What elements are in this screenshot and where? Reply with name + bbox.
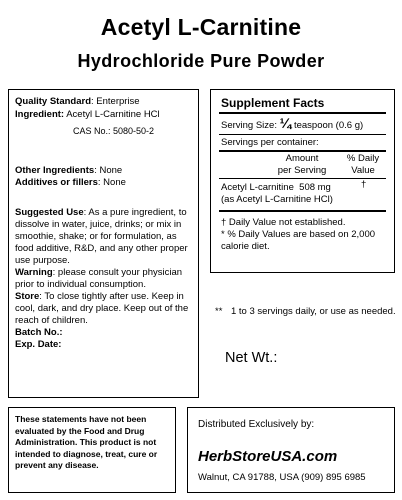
facts-divider-top [219, 112, 386, 114]
col-amount-header [271, 153, 333, 177]
serving-size-fraction: ¼ [279, 115, 292, 131]
quality-standard-value: : Enterprise [91, 96, 140, 107]
servings-note-marker: ** [215, 306, 223, 317]
product-info-panel [8, 89, 199, 398]
ingredient-line [15, 109, 160, 121]
row-amount: 508 mg [299, 182, 331, 193]
quality-standard-label: Quality Standard [15, 96, 92, 107]
product-subtitle: Hydrochloride Pure Powder [77, 51, 325, 71]
note-calorie-diet: * % Daily Values are based on 2,000 calorie diet. [221, 229, 376, 252]
additives-line [15, 177, 126, 189]
ingredient-label: Ingredient: [15, 109, 65, 120]
row-sub: (as Acetyl L-Carnitine HCl) [221, 194, 333, 205]
cas-number: CAS No.: 5080-50-2 [73, 126, 155, 136]
suggested-use-label: Suggested Use [15, 207, 84, 218]
other-ingredients-value: : None [94, 165, 123, 176]
net-weight-label: Net Wt.: [225, 350, 278, 366]
other-ingredients-label: Other Ingredients [15, 165, 95, 176]
supplement-facts-title: Supplement Facts [221, 96, 325, 110]
additives-label: Additives or fillers [15, 177, 98, 188]
product-title: Acetyl L-Carnitine [100, 14, 302, 40]
suggested-use-text: : As a pure ingredient, to dissolve in water, juice, drinks; or mix in smoothie, shake; or for formulation, as food additive, R&D, and any other proper use purpose. [15, 207, 188, 266]
supplement-facts-panel [210, 89, 395, 273]
distributor-box [187, 407, 395, 493]
note-daily-value: † Daily Value not established. [221, 217, 346, 228]
website-link[interactable]: HerbStoreUSA.com [198, 448, 338, 465]
facts-divider-5 [219, 210, 386, 212]
row-dagger: † [361, 179, 367, 190]
fda-disclaimer-text: These statements have not been evaluated by the Food and Drug Administration. This product is not intended to diagnose, treat, cure or prevent any disease. [15, 414, 158, 471]
col-dv-line1: % Daily [346, 153, 380, 164]
serving-size-value: teaspoon (0.6 g) [293, 120, 364, 131]
facts-divider-2 [219, 134, 386, 135]
col-amount-line1: Amount [285, 153, 319, 164]
quality-standard-line [15, 96, 140, 108]
col-dv-line2: Value [351, 165, 375, 176]
fda-disclaimer-box [8, 407, 176, 493]
servings-per-container: Servings per container: [221, 137, 319, 148]
facts-row-acetyl [221, 182, 331, 194]
additives-value: : None [97, 177, 126, 188]
batch-number-label: Batch No.: [15, 327, 63, 338]
serving-size-line [221, 117, 363, 132]
suggested-use-block [15, 207, 193, 351]
other-ingredients-line [15, 165, 122, 177]
col-amount-line2: per Serving [277, 165, 327, 176]
warning-text: : please consult your physician prior to individual consumption. [15, 267, 183, 290]
distributor-label: Distributed Exclusively by: [198, 419, 315, 430]
servings-note-text: 1 to 3 servings daily, or use as needed. [231, 306, 396, 317]
warning-label: Warning [15, 267, 53, 278]
exp-date-label: Exp. Date: [15, 339, 62, 350]
facts-divider-3 [219, 150, 386, 152]
store-text: : To close tightly after use. Keep in cool, dark, and dry place. Keep out of the reach of children. [15, 291, 189, 326]
ingredient-value: Acetyl L-Carnitine HCl [64, 109, 160, 120]
store-label: Store [15, 291, 40, 302]
col-dv-header [339, 153, 387, 177]
serving-size-label: Serving Size: [221, 120, 277, 131]
row-name: Acetyl L-carnitine [221, 182, 294, 193]
distributor-address: Walnut, CA 91788, USA (909) 895 6985 [198, 472, 366, 483]
